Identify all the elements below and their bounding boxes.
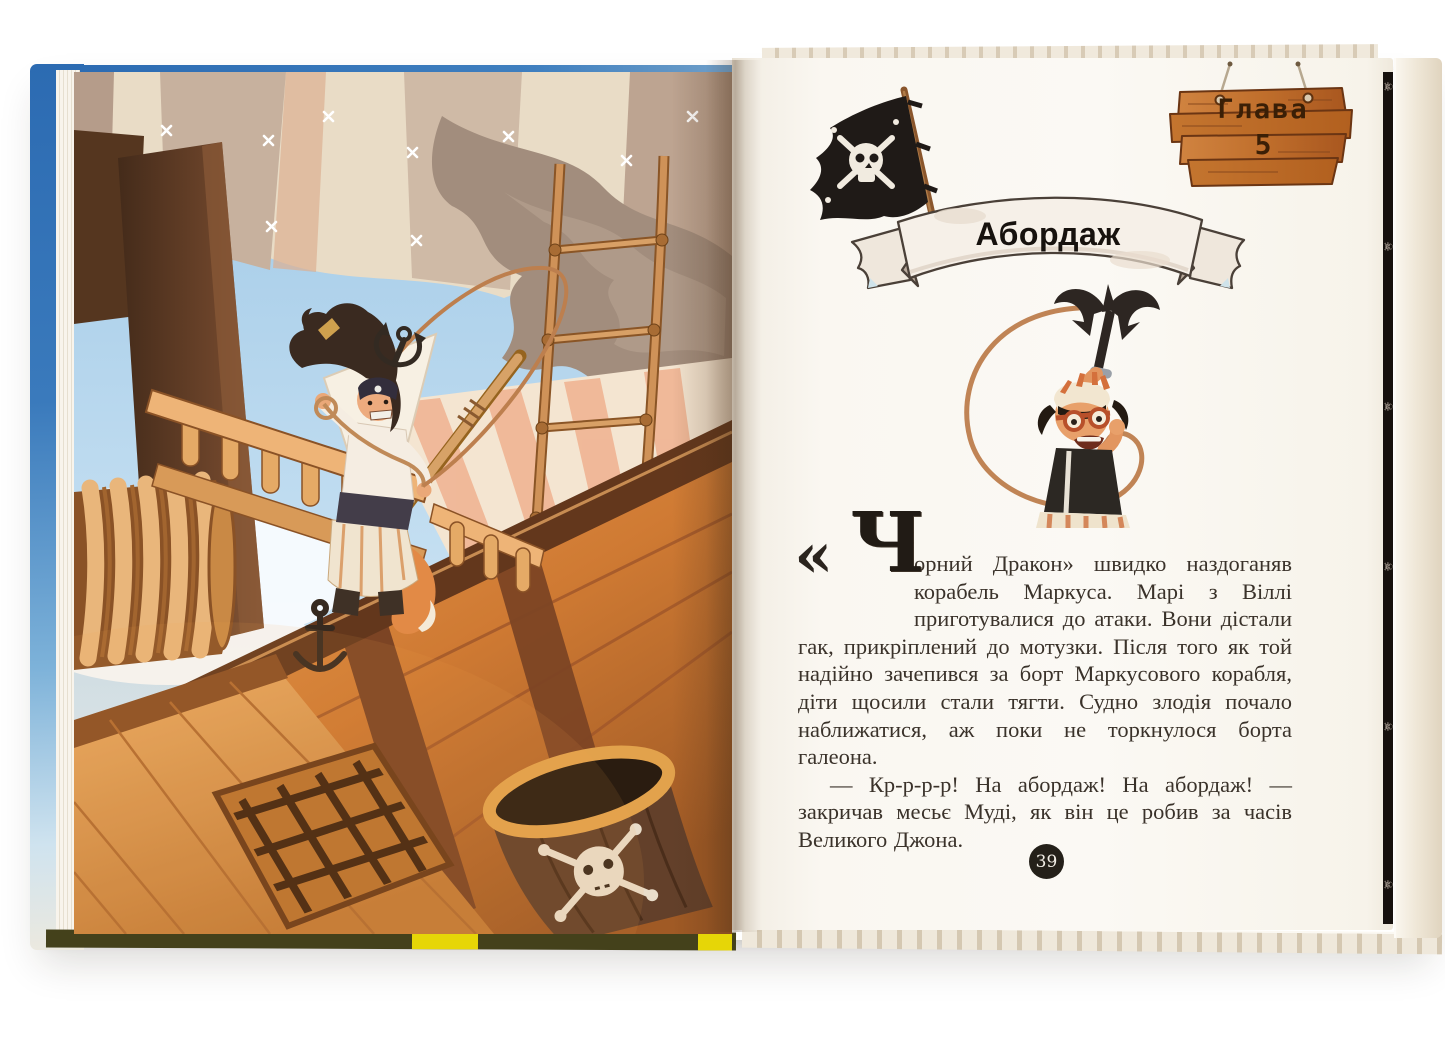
paragraph: « Ч орний Дракон» швидко наздоганяв корабель Маркуса. Марі з Віллі приготувалися до атаки. Вони дістали гак, прикріплений до мотузки. Після того як той надійно зачепився за борт Маркусового корабля, діти щосили стали тягти. Судно злодія почало наближатися, аж поки не торкнулося борта галеона. xyxy=(792,495,1292,770)
page-edge-skull-stripe xyxy=(1383,72,1393,924)
open-quote: « xyxy=(792,518,827,593)
boy-with-grappling-hook xyxy=(942,280,1206,528)
page-number-badge xyxy=(1029,844,1064,879)
skull-icon: ☠ xyxy=(1381,561,1394,572)
skull-icon: ☠ xyxy=(1381,81,1394,92)
body-text xyxy=(792,495,1292,854)
cover-yellow-stripe xyxy=(698,932,732,950)
skull-icon: ☠ xyxy=(1381,401,1394,412)
skull-icon xyxy=(375,386,382,393)
skull-icon: ☠ xyxy=(1381,879,1394,890)
chapter-title: Абордаж xyxy=(975,216,1121,252)
paragraph: — Кр-р-р-р! На абордаж! На абордаж! — закричав месьє Муді, як він це робив за часів Великого Джона. xyxy=(798,771,1292,852)
drop-cap-letter: Ч xyxy=(850,495,925,591)
drop-cap xyxy=(792,495,925,606)
chapter-number: 5 xyxy=(1254,128,1272,161)
right-page-edge-stack xyxy=(1394,58,1442,938)
skull-icon: ☠ xyxy=(1381,241,1394,252)
hook xyxy=(1054,284,1160,379)
skull-icon: ☠ xyxy=(1381,721,1394,732)
left-page-illustration xyxy=(74,72,732,934)
page-number: 39 xyxy=(1035,851,1058,872)
pirate-ship-scene xyxy=(74,72,732,934)
right-page xyxy=(732,58,1393,930)
chapter-label: Глава xyxy=(1217,94,1309,125)
